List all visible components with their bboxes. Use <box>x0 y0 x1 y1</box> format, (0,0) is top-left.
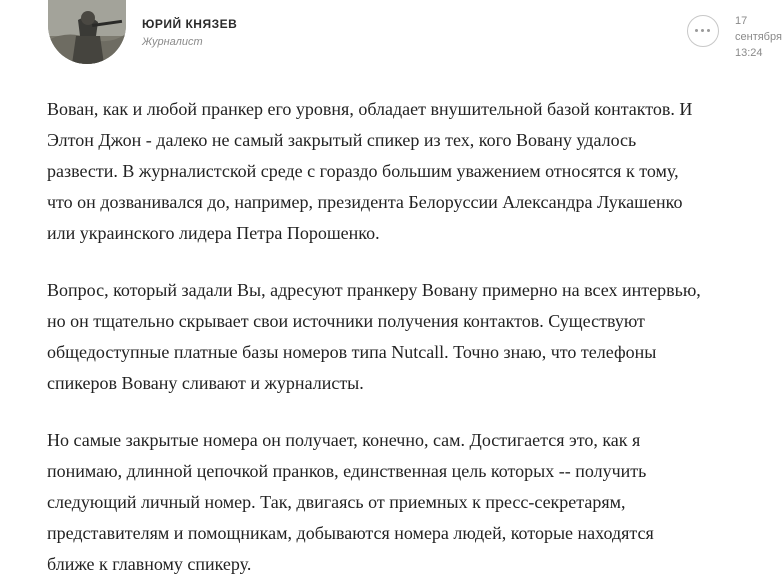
date-time: 13:24 <box>735 47 763 59</box>
comment-dots-icon <box>695 29 711 33</box>
date-month: сентября <box>735 31 782 43</box>
paragraph-2: Вопрос, который задали Вы, адресуют пранкеру Вовану примерно на всех интервью, но он тщательно скрывает свои источники получения контактов. Существуют общедоступные платные базы номеров типа Nutcall. Точно знаю, что телефоны спикеров Вовану сливают и журналисты. <box>47 280 701 393</box>
publish-date <box>735 13 782 61</box>
author-name[interactable]: ЮРИЙ КНЯЗЕВ <box>142 17 238 31</box>
author-avatar[interactable] <box>48 0 126 64</box>
author-photo-icon <box>48 0 126 64</box>
date-day: 17 <box>735 15 748 27</box>
paragraph-3: Но самые закрытые номера он получает, конечно, сам. Достигается это, как я понимаю, длинной цепочкой пранков, единственная цель которых -- получить следующий личный номер. Так, двигаясь от приемных к пресс-секретарям, представителям и помощникам, добываются номера людей, которые находятся ближе к главному спикеру. <box>47 430 654 574</box>
answer-body <box>47 94 782 574</box>
answer-header <box>0 0 782 80</box>
author-role: Журналист <box>142 36 203 48</box>
comment-button[interactable] <box>687 15 719 47</box>
paragraph-1: Вован, как и любой пранкер его уровня, обладает внушительной базой контактов. И Элтон Джон - далеко не самый закрытый спикер из тех, кого Вовану удалось развести. В журналистской среде с гораздо большим уважением относятся к тому, что он дозванивался до, например, президента Белоруссии Александра Лукашенко или украинского лидера Петра Порошенко. <box>47 99 693 243</box>
